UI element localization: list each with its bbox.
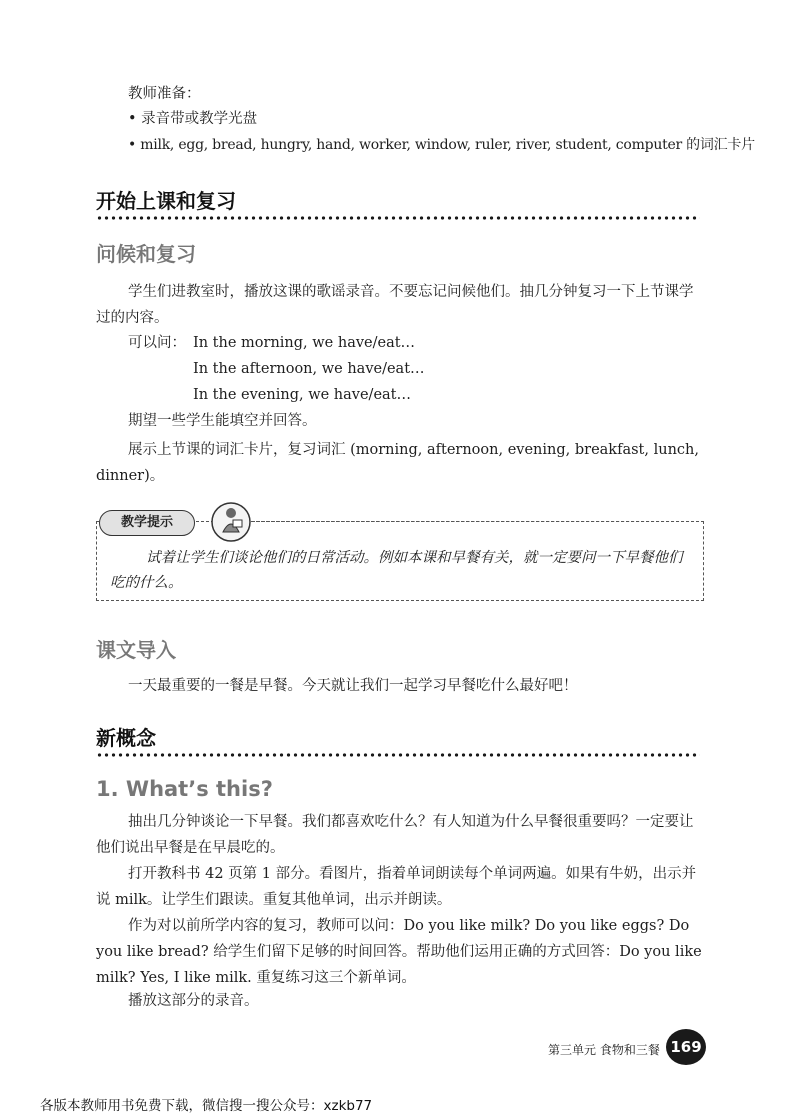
paragraph: 播放这部分的录音。 <box>128 993 259 1009</box>
paragraph: 学生们进教室时，播放这课的歌谣录音。不要忘记问候他们。抽几分钟复习一下上节课学过的内容。 <box>96 284 694 326</box>
tip-box-top-line <box>252 521 704 522</box>
paragraph: 展示上节课的词汇卡片，复习词汇 (morning, afternoon, evening, breakfast, lunch, dinner)。 <box>96 442 699 484</box>
paragraph: 抽出几分钟谈论一下早餐。我们都喜欢吃什么？有人知道为什么早餐很重要吗？一定要让他们说出早餐是在早晨吃的。 <box>96 814 694 856</box>
dotted-rule <box>96 753 700 757</box>
ask-line: In the evening, we have/eat… <box>193 387 411 403</box>
paragraph: 打开教科书 42 页第 1 部分。看图片，指着单词朗读每个单词两遍。如果有牛奶，出示并说 milk。让学生们跟读。重复其他单词，出示并朗读。 <box>96 866 697 908</box>
prep-item: • 录音带或教学光盘 <box>128 111 258 127</box>
subsection-title-lesson-intro: 课文导入 <box>96 638 176 662</box>
dotted-rule <box>96 216 700 220</box>
prep-title: 教师准备： <box>128 86 201 102</box>
ask-line: In the afternoon, we have/eat… <box>193 361 425 377</box>
subsection-title-whats-this: 1. What’s this? <box>96 777 273 801</box>
paragraph: 作为对以前所学内容的复习，教师可以问：Do you like milk? Do you like eggs? Do you like bread? 给学生们留下足够的时间回答。帮助他们运用正确的方式回答：Do you like milk? Yes, I like milk. 重复练习这三个新单词。 <box>96 918 702 986</box>
section-title-new-concepts: 新概念 <box>96 723 700 757</box>
prep-item: • milk, egg, bread, hungry, hand, worker, window, ruler, river, student, computer 的词汇卡片 <box>128 137 755 153</box>
page-number-badge: 169 <box>666 1029 706 1065</box>
unit-footer-label: 第三单元 食物和三餐 <box>548 1043 660 1057</box>
paragraph: 期望一些学生能填空并回答。 <box>128 413 317 429</box>
ask-label: 可以问： <box>128 335 186 351</box>
section-title-start-and-review: 开始上课和复习 <box>96 186 700 220</box>
teaching-tip-label: 教学提示 <box>99 510 195 536</box>
ask-line: In the morning, we have/eat… <box>193 335 416 351</box>
paragraph: 一天最重要的一餐是早餐。今天就让我们一起学习早餐吃什么最好吧！ <box>128 678 578 694</box>
download-note: 各版本教师用书免费下载，微信搜一搜公众号：xzkb77 <box>40 1098 373 1114</box>
teaching-tip-text: 试着让学生们谈论他们的日常活动。例如本课和早餐有关，就一定要问一下早餐他们吃的什么。 <box>110 550 683 591</box>
teacher-figure-icon <box>209 500 253 544</box>
subsection-title-greeting-review: 问候和复习 <box>96 242 196 266</box>
